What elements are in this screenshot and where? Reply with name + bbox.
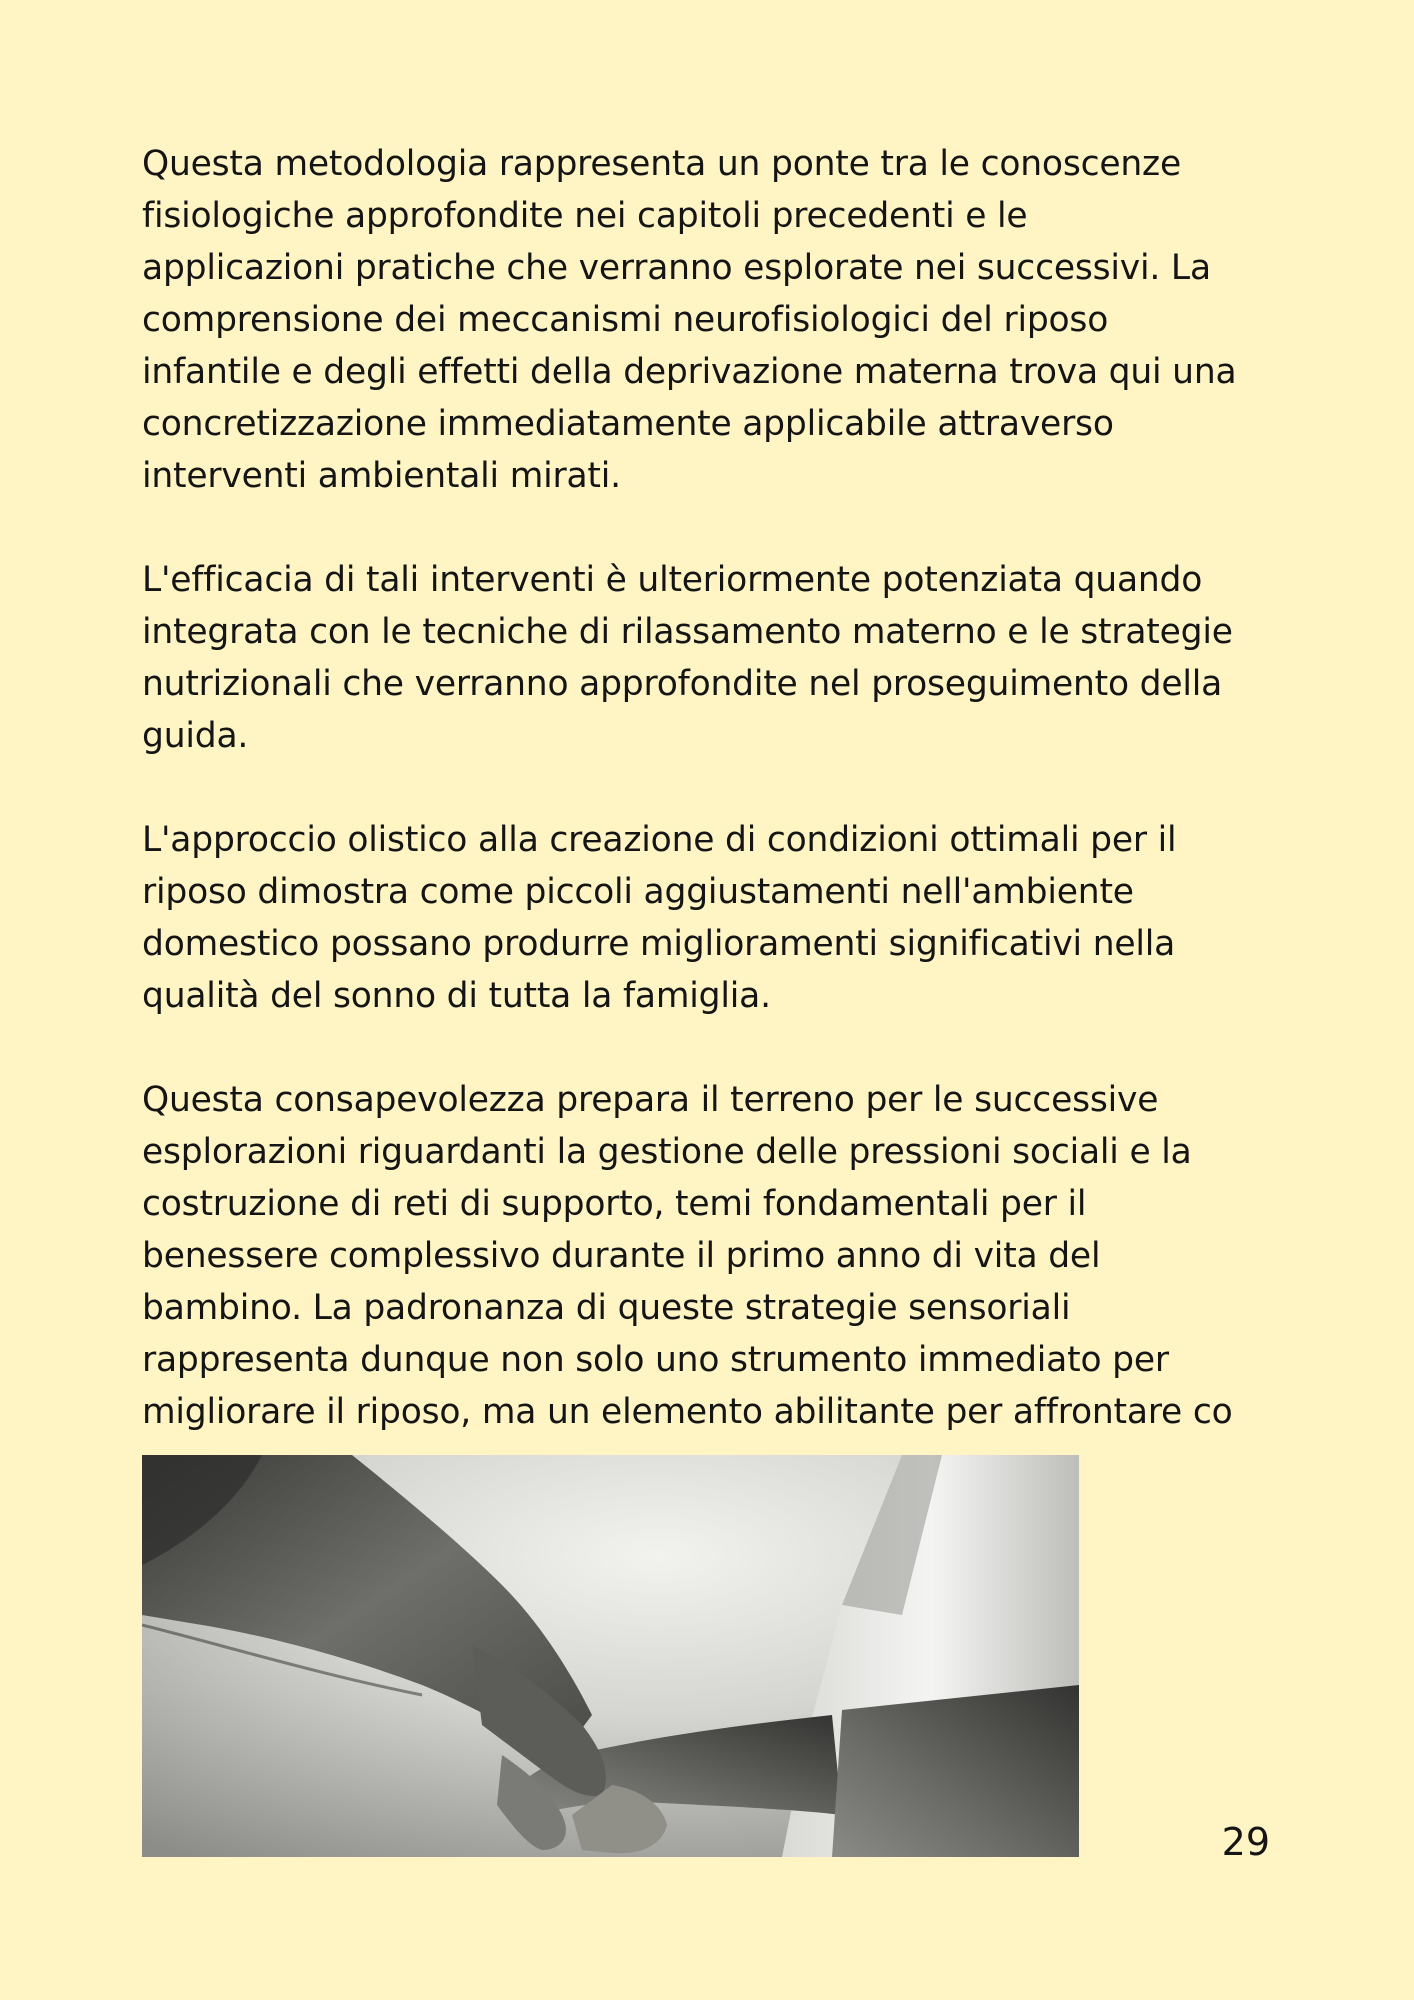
hands-photo bbox=[142, 1455, 1079, 1857]
text-line: benessere complessivo durante il primo anno di vita del bbox=[142, 1236, 1101, 1276]
body-text bbox=[142, 138, 1282, 1490]
text-line: rappresenta dunque non solo uno strumento immediato per bbox=[142, 1340, 1169, 1380]
paragraph-3 bbox=[142, 814, 1282, 1022]
text-line: comprensione dei meccanismi neurofisiologici del riposo bbox=[142, 300, 1109, 340]
text-line: applicazioni pratiche che verranno esplorate nei successivi. La bbox=[142, 248, 1211, 288]
text-line: esplorazioni riguardanti la gestione delle pressioni sociali e la bbox=[142, 1132, 1192, 1172]
text-line: guida. bbox=[142, 716, 249, 756]
paragraph-4 bbox=[142, 1074, 1282, 1438]
text-line: integrata con le tecniche di rilassamento materno e le strategie bbox=[142, 612, 1233, 652]
text-line: Questa consapevolezza prepara il terreno per le successive bbox=[142, 1080, 1159, 1120]
text-line: L'efficacia di tali interventi è ulteriormente potenziata quando bbox=[142, 560, 1203, 600]
text-line: migliorare il riposo, ma un elemento abilitante per affrontare co bbox=[142, 1392, 1233, 1432]
text-line: domestico possano produrre miglioramenti significativi nella bbox=[142, 924, 1176, 964]
page-number: 29 bbox=[1221, 1820, 1270, 1864]
text-line: costruzione di reti di supporto, temi fondamentali per il bbox=[142, 1184, 1087, 1224]
text-line: nutrizionali che verranno approfondite nel proseguimento della bbox=[142, 664, 1223, 704]
text-line: infantile e degli effetti della deprivazione materna trova qui una bbox=[142, 352, 1237, 392]
paragraph-1 bbox=[142, 138, 1282, 502]
text-line: bambino. La padronanza di queste strategie sensoriali bbox=[142, 1288, 1071, 1328]
paragraph-2 bbox=[142, 554, 1282, 762]
text-line: Questa metodologia rappresenta un ponte tra le conoscenze bbox=[142, 144, 1181, 184]
text-line: interventi ambientali mirati. bbox=[142, 456, 621, 496]
text-line: L'approccio olistico alla creazione di condizioni ottimali per il bbox=[142, 820, 1177, 860]
text-line: riposo dimostra come piccoli aggiustamenti nell'ambiente bbox=[142, 872, 1134, 912]
text-line: fisiologiche approfondite nei capitoli precedenti e le bbox=[142, 196, 1028, 236]
text-line: qualità del sonno di tutta la famiglia. bbox=[142, 976, 771, 1016]
text-line: concretizzazione immediatamente applicabile attraverso bbox=[142, 404, 1114, 444]
